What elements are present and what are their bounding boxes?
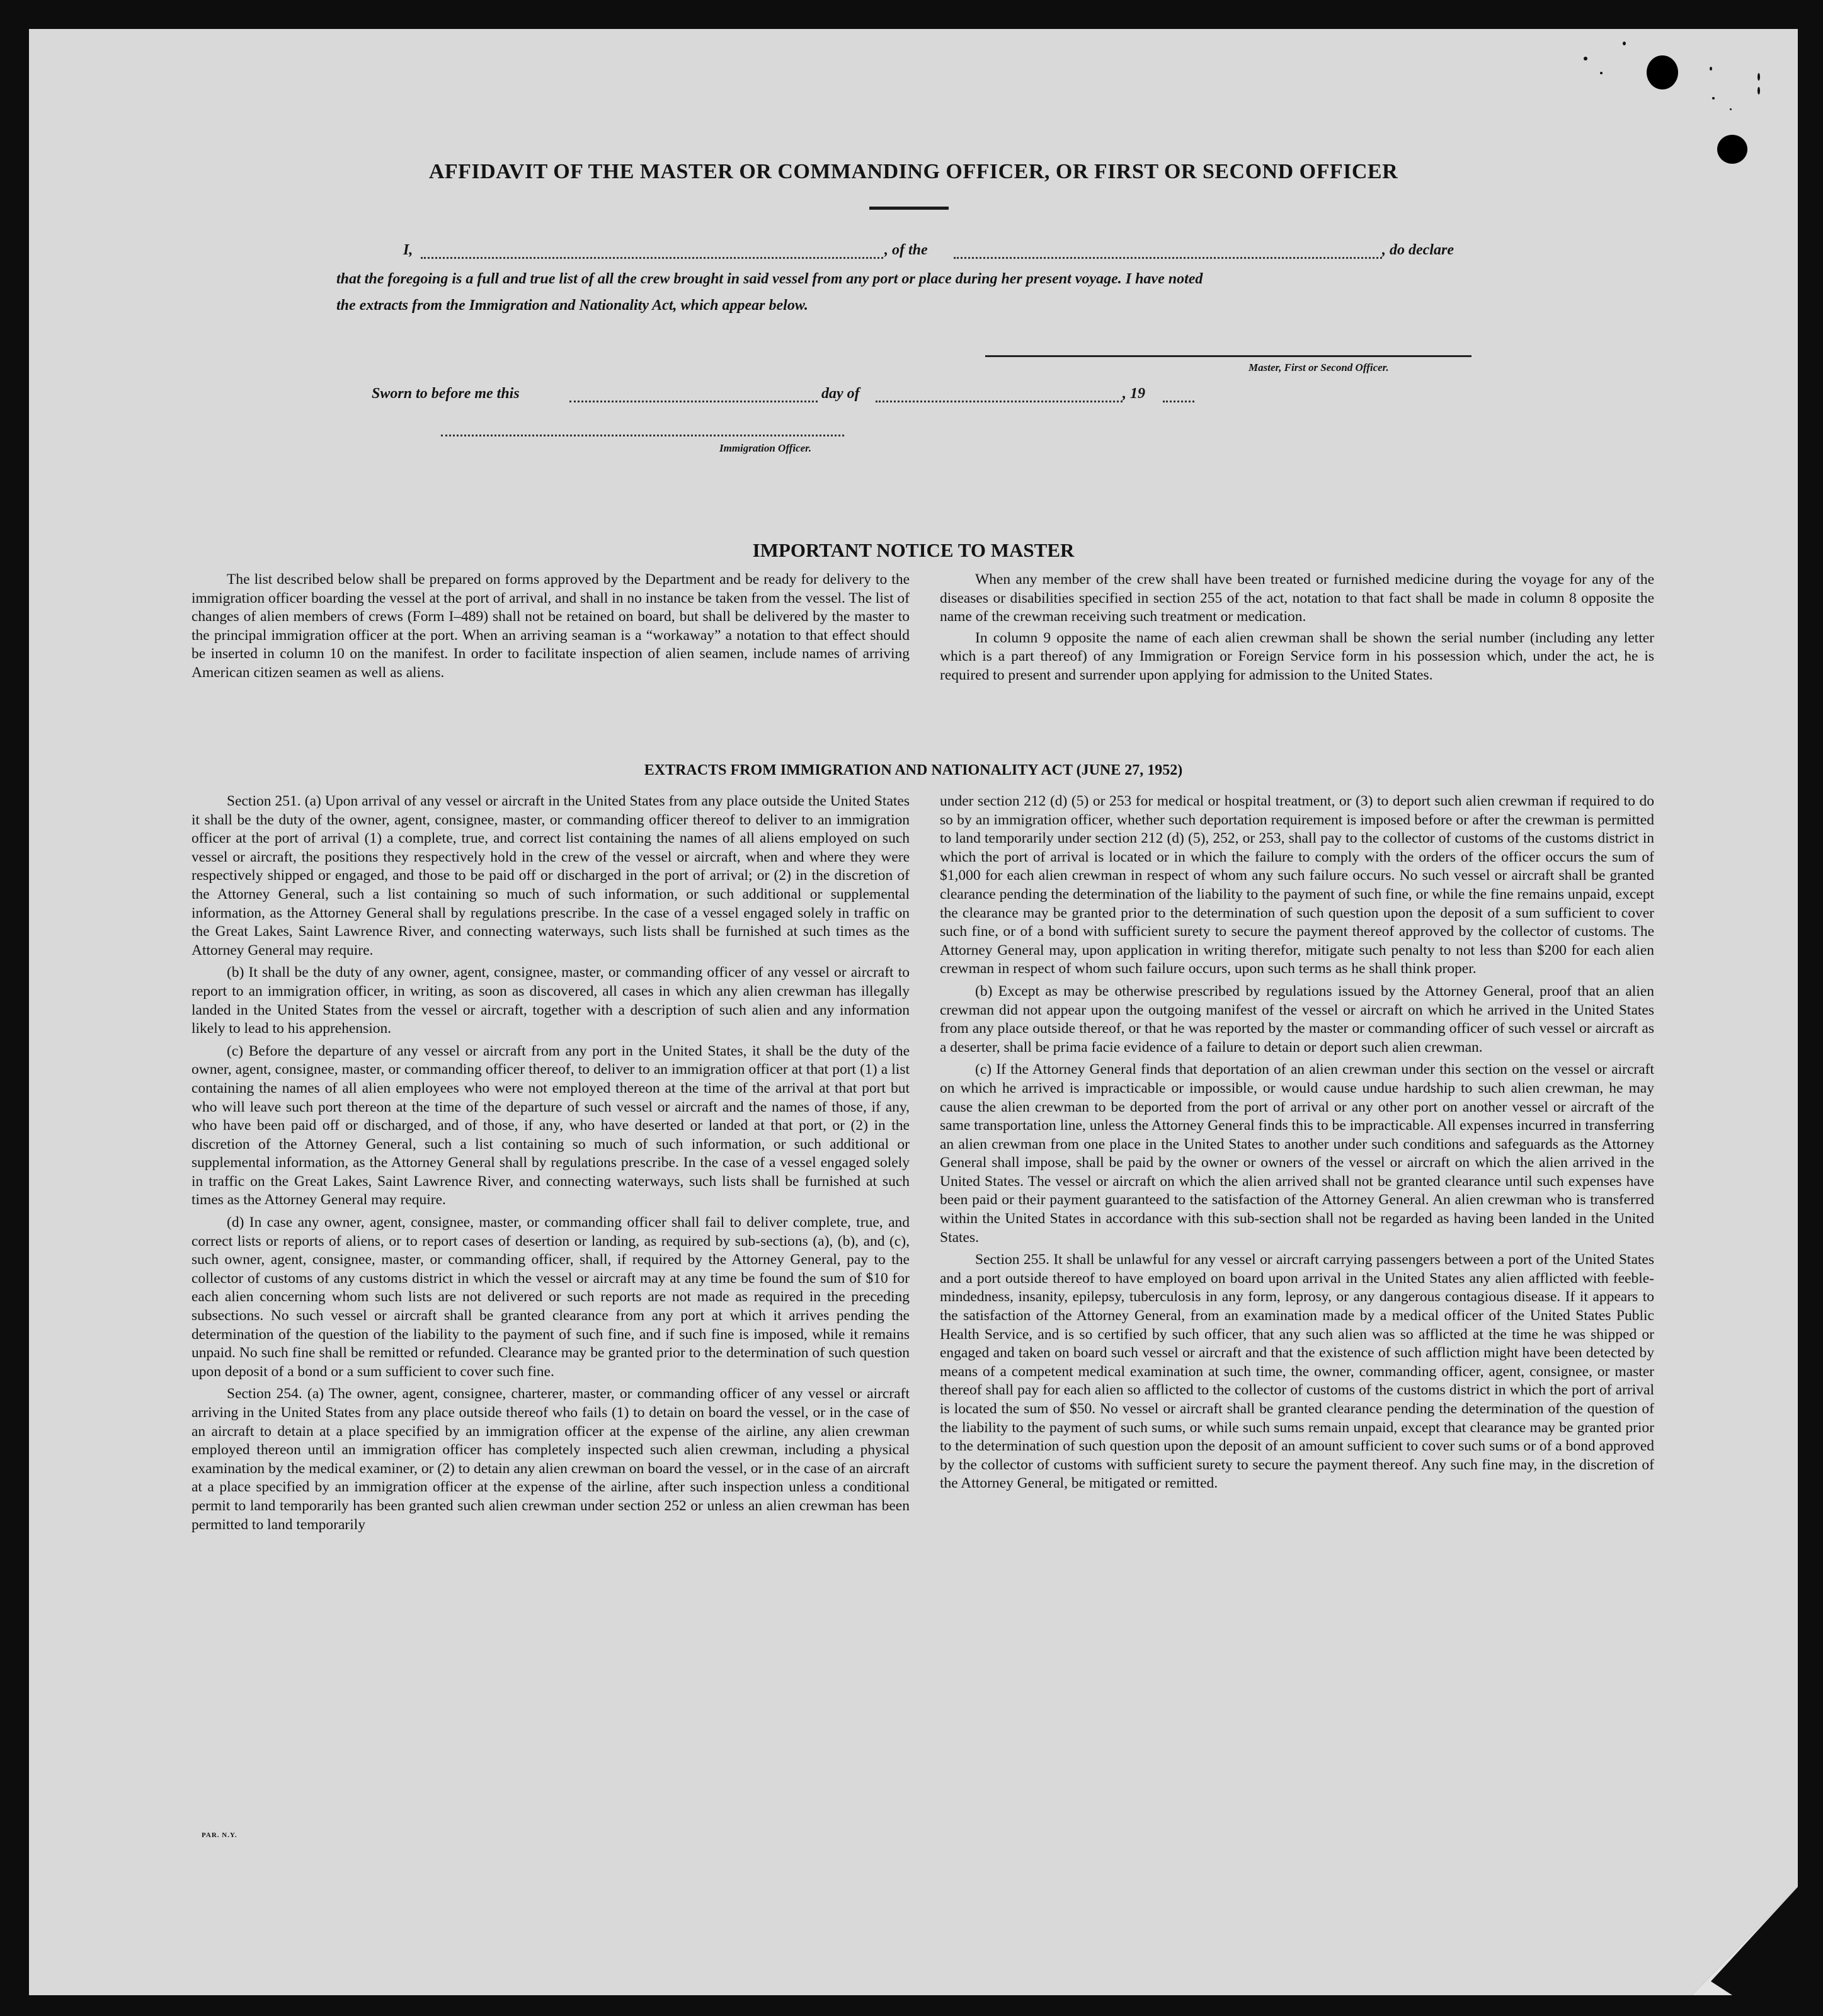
extracts-right-column (940, 792, 1654, 1493)
notice-left-column (191, 571, 910, 683)
scan-speck (1710, 67, 1712, 71)
section-paragraph: (b) It shall be the duty of any owner, agent, consignee, master, or commanding officer of any vessel or aircraft to report to an immigration officer, in writing, as soon as discovered, all cases in which any alien crewman has illegally landed in the United States from the vessel or aircraft, together with a description of such alien and any information likely to lead to his apprehension. (191, 964, 910, 1037)
extracts-left-column (191, 792, 910, 1534)
scan-speck (1757, 73, 1760, 81)
sworn-year-field[interactable] (1163, 401, 1194, 402)
sworn-day-field[interactable] (569, 401, 818, 402)
scan-speck (1757, 87, 1760, 94)
scan-speck (1600, 72, 1603, 74)
vessel-name-field[interactable] (954, 257, 1382, 259)
affidavit-title: AFFIDAVIT OF THE MASTER OR COMMANDING OFFICER, OR FIRST OR SECOND OFFICER (428, 160, 1398, 183)
sworn-month-field[interactable] (876, 401, 1123, 402)
title-rule (869, 207, 949, 210)
declarant-name-field[interactable] (421, 257, 883, 259)
scan-speck (1623, 42, 1626, 45)
section-paragraph: (b) Except as may be otherwise prescribed by regulations issued by the Attorney General, proof that an alien crewman did not appear upon the outgoing manifest of the vessel or aircraft on which he arrived in the United States from any place outside thereof, or that he was reported by the master or commanding officer of such vessel or aircraft as a deserter, shall be prima facie evidence of a failure to detain or deport such alien crewman. (940, 982, 1654, 1056)
year-label: , 19 (1123, 385, 1145, 402)
section-paragraph: (c) If the Attorney General finds that deportation of an alien crewman under this section on the vessel or aircraft on which he arrived is impracticable or impossible, or would cause undue hardship to such alien crewman, he may cause the alien crewman to be deported from the port of arrival or any other port on another vessel or aircraft of the same transportation line, unless the Attorney General finds this to be impracticable. All expenses incurred in transferring an alien crewman from one place in the United States to another under such conditions and safeguards as the Attorney General shall impose, shall be paid by the owner or owners of the vessel or aircraft on which the alien arrived in the United States. The vessel or aircraft on which the alien arrived shall not be granted clearance until such expenses have been paid or their payment guaranteed to the satisfaction of the Attorney General. An alien crewman who is transferred within the United States in accordance with this sub-section shall not be regarded as having been landed in the United States. (940, 1061, 1654, 1246)
master-signature-line[interactable] (985, 355, 1472, 357)
section-paragraph: (d) In case any owner, agent, consignee, master, or commanding officer shall fail to deliver complete, true, and correct lists or reports of aliens, or to report cases of desertion or landing, as required by sub-sections (a), (b), and (c), such owner, agent, consignee, master, or commanding officer, shall, if required by the Attorney General, pay to the collector of customs of any customs district in which the vessel or aircraft may at any time be found the sum of $10 for each alien concerning whom such lists are not delivered or such reports are not made as required in the preceding subsections. No such vessel or aircraft shall be granted clearance from any port at which it arrives pending the determination of the question of the liability to the payment of such fine, and if such fine is imposed, while it remains unpaid. No such fine shall be remitted or refunded. Clearance may be granted prior to the determination of such question upon deposit of a bond or a sum sufficient to cover such fine. (191, 1214, 910, 1380)
scan-speck (1730, 108, 1732, 110)
scan-speck (1584, 57, 1587, 60)
punch-hole-mark (1647, 55, 1678, 89)
document-page (29, 29, 1798, 1995)
declaration-line-1: that the foregoing is a full and true list of all the crew brought in said vessel from any port or place during her present voyage. I have noted (336, 271, 1203, 287)
i-label: I, (403, 242, 413, 258)
declaration-line-2: the extracts from the Immigration and Nationality Act, which appear below. (336, 297, 808, 314)
notice-paragraph: In column 9 opposite the name of each alien crewman shall be shown the serial number (including any letter which is a part thereof) of any Immigration or Foreign Service form in his possession which, under the act, he is required to present and surrender upon applying for admission to the United States. (940, 629, 1654, 683)
notice-paragraph: The list described below shall be prepared on forms approved by the Department and be ready for delivery to the immigration officer boarding the vessel at the port of arrival, and shall in no instance be taken from the vessel. The list of changes of alien members of crews (Form I–489) shall not be retained on board, but shall be delivered by the master to the principal immigration officer at the port. When an arriving seaman is a “workaway” a notation to that effect should be inserted in column 10 on the manifest. In order to facilitate inspection of alien seamen, include names of arriving American citizen seamen as well as aliens. (191, 571, 910, 681)
do-declare-label: , do declare (1382, 242, 1454, 258)
section-paragraph: (c) Before the departure of any vessel or aircraft from any port in the United States, it shall be the duty of the owner, agent, consignee, master, or commanding officer thereof, to deliver to an immigration officer at that port (1) a list containing the names of all alien employees who were not employed thereon at the time of the arrival at that port but who will leave such port thereon at the time of the departure of such vessel or aircraft and the names of those, if any, who have been paid off or discharged, and of those, if any, who have deserted or landed at that port, or (2) in the discretion of the Attorney General, such a list containing so much of such information, or such additional or supplemental information, as the Attorney General shall by regulations prescribe. In the case of a vessel engaged solely in traffic on the Great Lakes, Saint Lawrence River, and connecting waterways, such lists shall be furnished at such times as the Attorney General may require. (191, 1042, 910, 1209)
section-paragraph: Section 254. (a) The owner, agent, consignee, charterer, master, or commanding officer of any vessel or aircraft arriving in the United States from any place outside thereof who fails (1) to detain on board the vessel, or in the case of an aircraft to detain at a place specified by an immigration officer at the expense of the airline, any alien crewman employed thereon until an immigration officer has completely inspected such alien crewman, including a physical examination by the medical examiner, or (2) to detain any alien crewman on board the vessel, or in the case of an aircraft at a place specified by an immigration officer at the expense of the airline, after such inspection unless a conditional permit to land temporarily has been granted such alien crewman under section 252 or unless an alien crewman has been permitted to land temporarily (191, 1386, 910, 1533)
section-paragraph: Section 255. It shall be unlawful for any vessel or aircraft carrying passengers between a port of the United States and a port outside thereof to have employed on board upon arrival in the United States any alien afflicted with feeble-mindedness, insanity, epilepsy, tuberculosis in any form, leprosy, or any dangerous contagious disease. If it appears to the satisfaction of the Attorney General, from an examination made by a medical officer of the United States Public Health Service, and is so certified by such officer, that any such alien was so afflicted at the time he was shipped or engaged and taken on board such vessel or aircraft and that the existence of such affliction might have been detected by means of a competent medical examination at such time, the owner, commanding officer, agent, consignee, or master thereof shall pay for each alien so afflicted to the collector of customs of the customs district in which the port of arrival is located the sum of $50. No vessel or aircraft shall be granted clearance pending the determination of the question of the liability to the payment of such sums, or while such sums remain unpaid, except that clearance may be granted prior to the determination of such question upon the deposit of an amount sufficient to cover such sums or of a bond approved by the collector of customs with sufficient surety to secure the payment thereof. Any such fine may, in the discretion of the Attorney General, be mitigated or remitted. (940, 1251, 1654, 1492)
section-paragraph: under section 212 (d) (5) or 253 for medical or hospital treatment, or (3) to deport such alien crewman if required to do so by an immigration officer, whether such deportation requirement is imposed before or after the crewman is permitted to land temporarily under section 212 (d) (5), 252, or 253, shall pay to the collector of customs of the customs district in which the port of arrival is located or in which the failure to comply with the orders of the officer occurs the sum of $1,000 for each alien crewman in respect of whom any such failure occurs. No such vessel or aircraft shall be granted clearance pending the determination of the liability to the payment of such fine, or while the fine remains unpaid, except the clearance may be granted prior to the determination of such question upon the deposit of a sum sufficient to cover such fine, or of a bond with sufficient surety to secure the payment thereof approved by the collector of customs. The Attorney General may, upon application in writing therefor, mitigate such penalty to not less than $200 for each alien crewman in respect of whom such failure occurs, upon such terms as he shall think proper. (940, 793, 1654, 977)
section-paragraph: Section 251. (a) Upon arrival of any vessel or aircraft in the United States from any place outside the United States it shall be the duty of the owner, agent, consignee, master, or commanding officer thereof to deliver to an immigration officer at the port of arrival (1) a complete, true, and correct list containing the names of all aliens employed on such vessel or aircraft, the positions they respectively hold in the crew of the vessel or aircraft, when and where they were respectively shipped or engaged, and those to be paid off or discharged in the port of arrival; or (2) in the discretion of the Attorney General, such a list containing so much of such information, or such additional or supplemental information, as the Attorney General shall by regulations prescribe. In the case of a vessel engaged solely in traffic on the Great Lakes, Saint Lawrence River, and connecting waterways, such lists shall be furnished at such times as the Attorney General may require. (191, 793, 910, 959)
immigration-officer-signature-line[interactable] (441, 435, 844, 436)
of-the-label: , of the (884, 242, 928, 258)
extracts-title: EXTRACTS FROM IMMIGRATION AND NATIONALITY ACT (JUNE 27, 1952) (644, 762, 1183, 778)
sworn-label: Sworn to before me this (372, 385, 520, 402)
day-of-label: day of (821, 385, 860, 402)
folded-corner (1692, 1887, 1798, 1995)
scan-speck (1712, 97, 1715, 100)
printer-mark: PAR. N.Y. (202, 1831, 237, 1839)
notice-title: IMPORTANT NOTICE TO MASTER (752, 539, 1075, 561)
master-signature-label: Master, First or Second Officer. (1249, 362, 1389, 373)
immigration-officer-label: Immigration Officer. (719, 442, 812, 454)
notice-right-column (940, 571, 1654, 685)
notice-paragraph: When any member of the crew shall have been treated or furnished medicine during the voyage for any of the diseases or disabilities specified in section 255 of the act, notation to that fact shall be made in column 8 opposite the name of the crewman receiving such treatment or medication. (940, 571, 1654, 625)
